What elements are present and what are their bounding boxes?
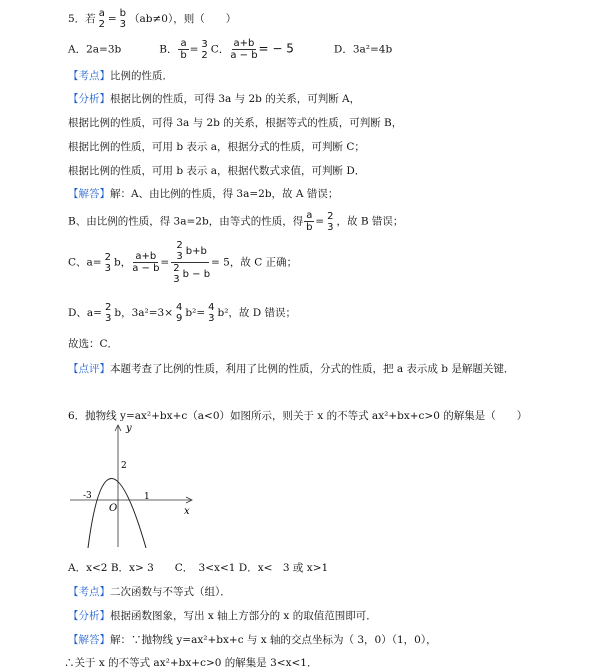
q6-conclusion: ∴关于 x 的不等式 ax²+bx+c>0 的解集是 3<x<1． — [64, 657, 318, 669]
parabola-graph — [68, 423, 198, 548]
label-1: 1 — [144, 492, 150, 502]
q5-fenxi-2: 根据比例的性质，可得 3a 与 2b 的关系，根据等式的性质，可判断 B， — [68, 117, 403, 129]
q5-answer: 故选：C． — [68, 338, 119, 350]
q5-line-d: D、a= 2 3 b，3a²=3× 4 9 b²= 4 3 b²，故 D 错误； — [68, 302, 297, 324]
q5-stem: 5．若 a 2 = b 3 （ab≠0），则（ ） — [68, 8, 237, 30]
q5-fenxi: 【分析】根据比例的性质，可得 3a 与 2b 的关系，可判断 A， — [68, 93, 361, 105]
q6-stem: 6．抛物线 y=ax²+bx+c（a<0）如图所示，则关于 x 的不等式 ax²+bx+c>0 的解集是（ ） — [68, 410, 528, 422]
q5-line-c: C、a= 2 3 b， $\frac{a+b}{a - b}$ = 2 3 b+b 2 3 b − b = 5，故 C 正确； — [68, 240, 298, 285]
label-2: 2 — [121, 461, 127, 471]
x-label: x — [184, 506, 190, 517]
q5-jieda: 【解答】解：A、由比例的性质，得 3a=2b，故 A 错误； — [68, 188, 339, 200]
q6-kaodian: 【考点】二次函数与不等式（组）． — [68, 586, 231, 598]
q5-fenxi-3: 根据比例的性质，可用 b 表示 a，根据分式的性质，可判断 C； — [68, 141, 365, 153]
origin-label: O — [109, 503, 118, 514]
q6-options: A．x<2 B．x> 3 C． 3<x<1 D．x< 3 或 x>1 — [68, 562, 329, 574]
q6-jieda: 【解答】解：∵抛物线 y=ax²+bx+c 与 x 轴的交点坐标为（ 3，0）（1，0）， — [68, 634, 437, 646]
q5-dianping: 【点评】本题考查了比例的性质，利用了比例的性质，分式的性质，把 a 表示成 b 是解题关键． — [68, 363, 515, 375]
q5-kaodian: 【考点】比例的性质． — [68, 70, 173, 82]
q5-fenxi-4: 根据比例的性质，可用 b 表示 a，根据代数式求值，可判断 D． — [68, 165, 366, 177]
q5-options: A．2a=3b B． $\frac{a}{b}$ = 3 2 C． $\frac{a+b}{a - b}$ = − 5 D．3a²=4b — [68, 38, 393, 61]
q6-fenxi: 【分析】根据函数图象，写出 x 轴上方部分的 x 的取值范围即可． — [68, 610, 377, 622]
q5-line-b: B、由比例的性质，得 3a=2b，由等式的性质，得 $\frac{a}{b}$ = 2 3 ，故 B 错误； — [68, 210, 404, 233]
y-label: y — [126, 423, 132, 434]
label-minus-3: -3 — [83, 491, 92, 501]
